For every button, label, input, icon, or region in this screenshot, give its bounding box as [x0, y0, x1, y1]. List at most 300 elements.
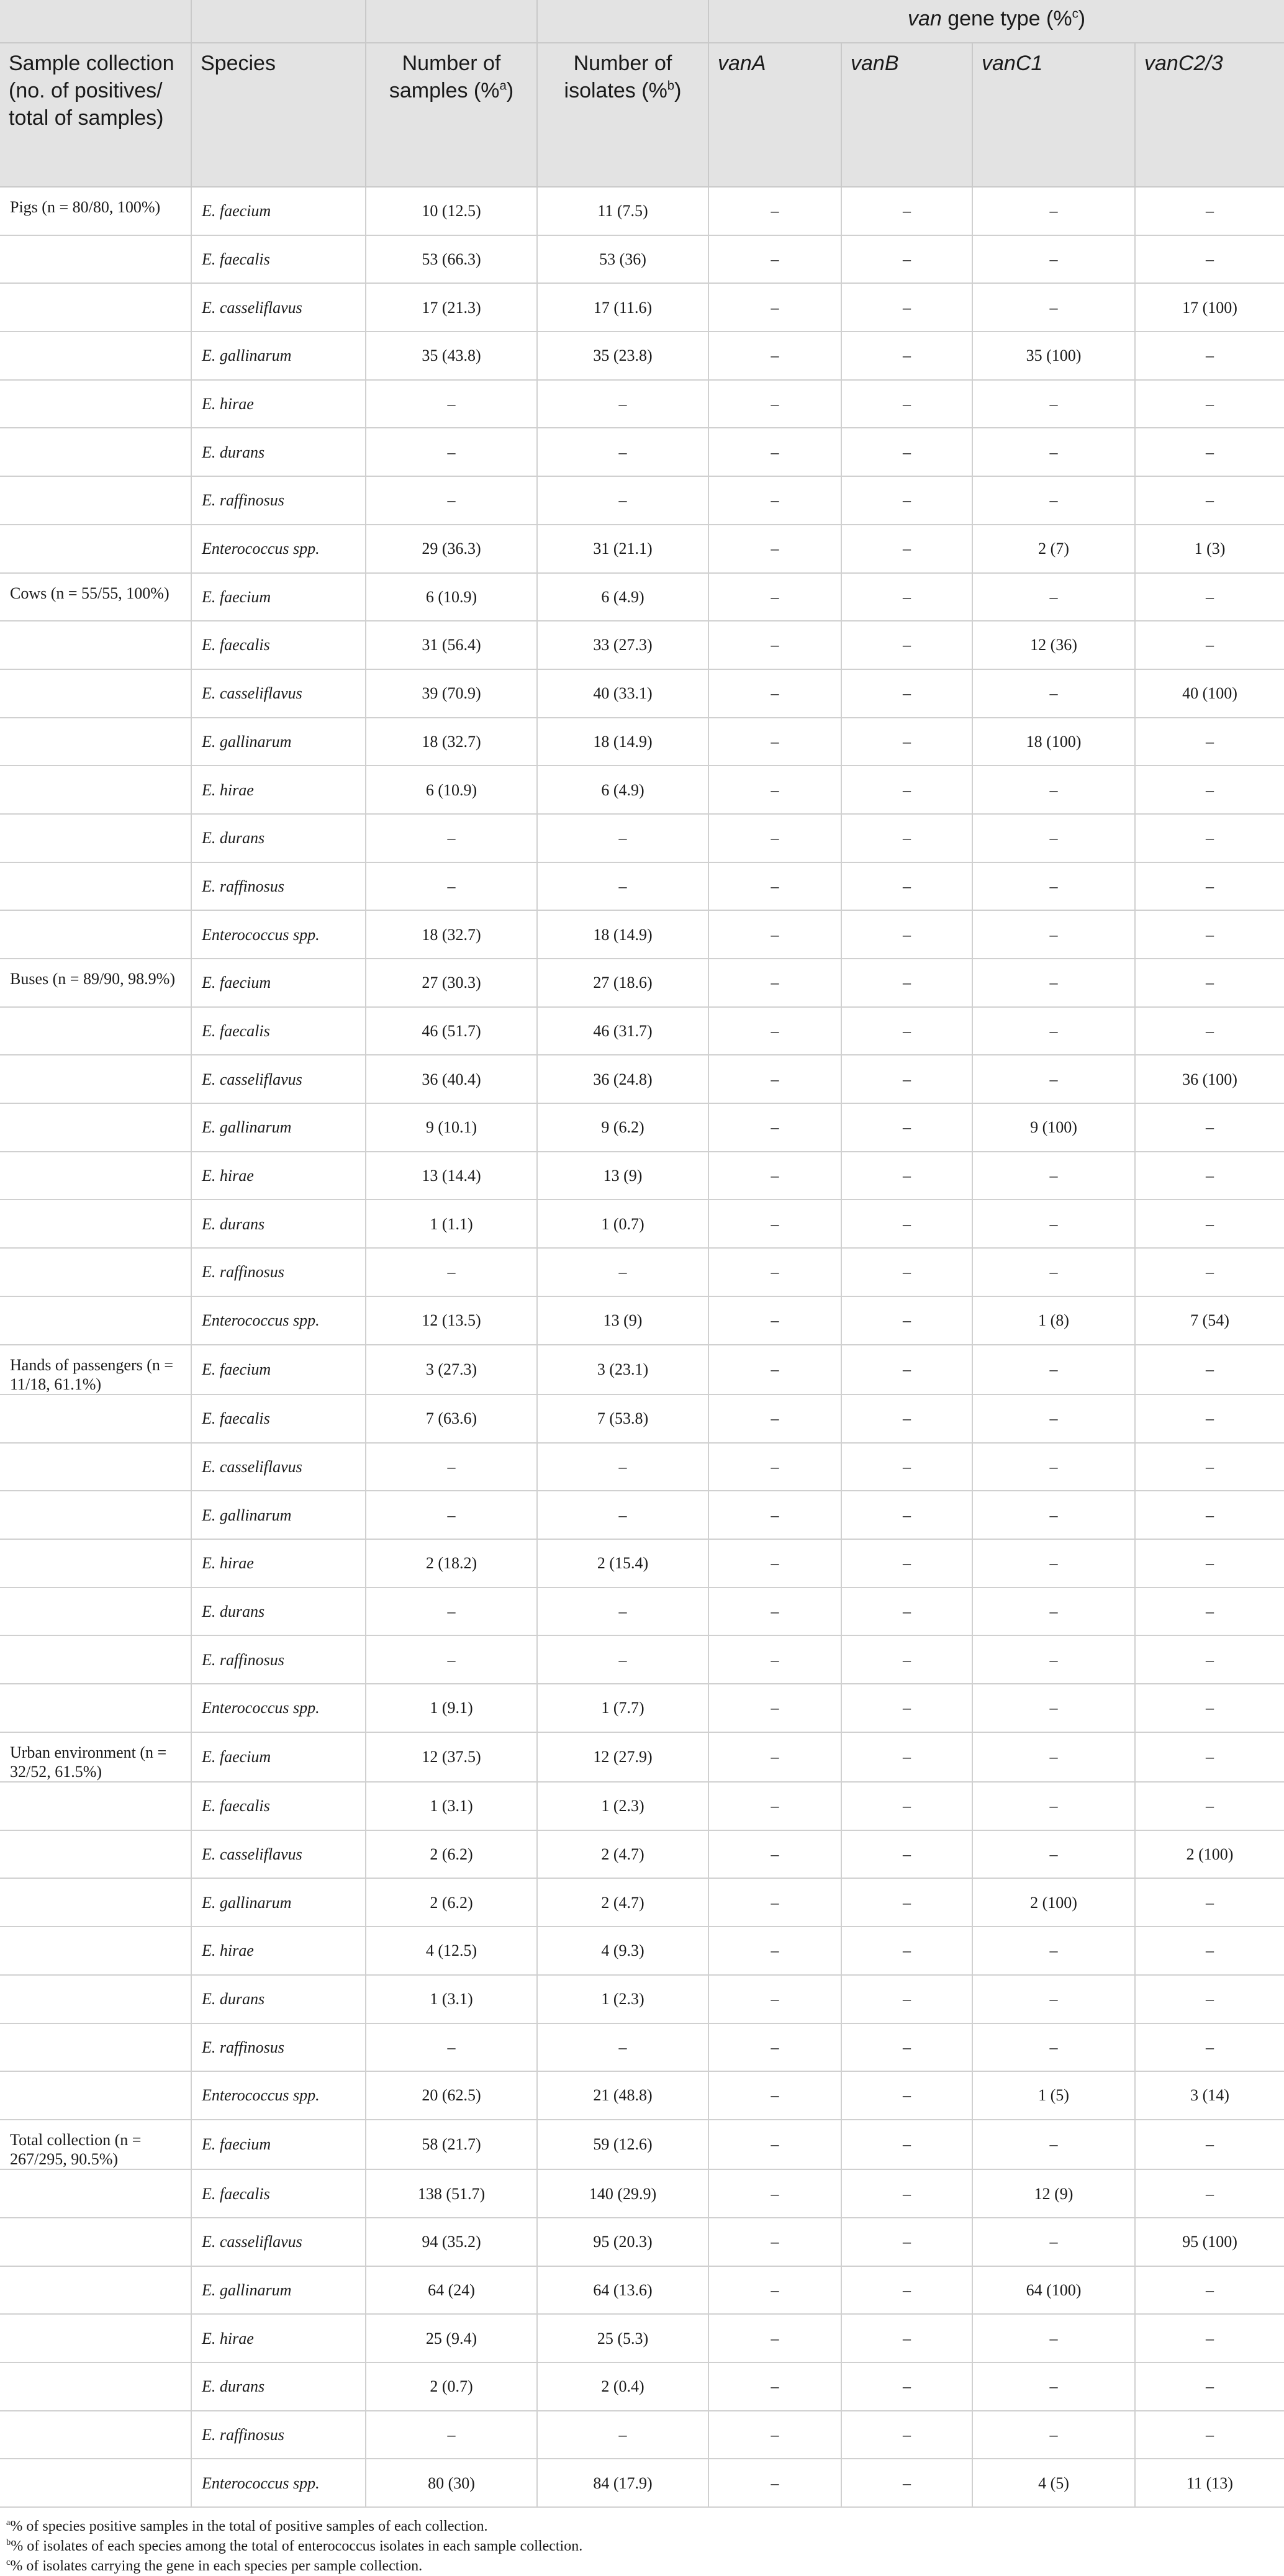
cell-vanC23: – — [1135, 621, 1284, 669]
cell-vanC1: – — [972, 862, 1135, 911]
cell-vanC1: – — [972, 1200, 1135, 1248]
cell-vanA: – — [708, 2218, 841, 2266]
cell-vanC1: 35 (100) — [972, 332, 1135, 380]
cell-vanB: – — [841, 2071, 972, 2120]
cell-vanA: – — [708, 525, 841, 573]
cell-isolates: – — [537, 862, 708, 911]
cell-isolates: – — [537, 1491, 708, 1539]
cell-vanC1: 1 (5) — [972, 2071, 1135, 2120]
cell-isolates: 17 (11.6) — [537, 283, 708, 332]
table-row — [0, 476, 1284, 525]
cell-vanB: – — [841, 187, 972, 235]
cell-species: E. raffinosus — [191, 476, 366, 525]
cell-isolates: 59 (12.6) — [537, 2120, 708, 2169]
cell-vanC1: 9 (100) — [972, 1103, 1135, 1152]
cell-samples: – — [366, 1588, 537, 1636]
cell-vanB: – — [841, 2362, 972, 2411]
cell-isolates: 6 (4.9) — [537, 766, 708, 814]
cell-empty — [0, 2266, 191, 2315]
cell-vanC23: – — [1135, 814, 1284, 862]
cell-vanA: – — [708, 814, 841, 862]
cell-vanB: – — [841, 1394, 972, 1443]
cell-species: E. gallinarum — [191, 1103, 366, 1152]
cell-vanC1: – — [972, 1248, 1135, 1296]
cell-vanC1: 2 (100) — [972, 1878, 1135, 1927]
table-row — [0, 235, 1284, 284]
cell-vanC1: – — [972, 1539, 1135, 1588]
cell-vanB: – — [841, 1878, 972, 1927]
cell-species: E. hirae — [191, 2314, 366, 2362]
cell-empty — [0, 1782, 191, 1830]
cell-vanA: – — [708, 1588, 841, 1636]
cell-vanB: – — [841, 2266, 972, 2315]
table-row — [0, 2218, 1284, 2266]
cell-vanC23: – — [1135, 2314, 1284, 2362]
cell-vanA: – — [708, 1878, 841, 1927]
cell-samples: 12 (37.5) — [366, 1732, 537, 1782]
table-row — [0, 1248, 1284, 1296]
cell-samples: 46 (51.7) — [366, 1007, 537, 1055]
cell-empty — [0, 428, 191, 476]
cell-vanA: – — [708, 283, 841, 332]
cell-empty — [0, 2071, 191, 2120]
cell-vanC23: – — [1135, 1152, 1284, 1200]
cell-vanB: – — [841, 2459, 972, 2507]
cell-empty — [0, 1103, 191, 1152]
van-gene-type-text: gene type (% — [941, 7, 1072, 30]
cell-empty — [0, 1007, 191, 1055]
cell-isolates: 13 (9) — [537, 1152, 708, 1200]
cell-samples: – — [366, 814, 537, 862]
cell-species: E. raffinosus — [191, 2023, 366, 2072]
cell-empty — [0, 1296, 191, 1345]
cell-species: E. raffinosus — [191, 1635, 366, 1684]
cell-isolates: 46 (31.7) — [537, 1007, 708, 1055]
cell-vanA: – — [708, 1200, 841, 1248]
cell-vanB: – — [841, 573, 972, 621]
cell-vanC23: – — [1135, 718, 1284, 766]
cell-vanC1: – — [972, 2218, 1135, 2266]
cell-species: E. casseliflavus — [191, 2218, 366, 2266]
cell-vanA: – — [708, 862, 841, 911]
cell-vanB: – — [841, 332, 972, 380]
cell-species: E. faecalis — [191, 2169, 366, 2218]
cell-samples: – — [366, 2023, 537, 2072]
cell-vanC1: – — [972, 814, 1135, 862]
cell-sample-collection: Buses (n = 89/90, 98.9%) — [0, 959, 191, 1007]
table-row — [0, 1200, 1284, 1248]
header-blank-2 — [191, 0, 366, 43]
cell-vanC23: – — [1135, 766, 1284, 814]
cell-vanA: – — [708, 187, 841, 235]
cell-vanC1: – — [972, 1007, 1135, 1055]
cell-isolates: – — [537, 428, 708, 476]
footnote-b — [6, 2536, 1278, 2556]
cell-vanC23: – — [1135, 1539, 1284, 1588]
cell-vanC23: – — [1135, 1684, 1284, 1732]
cell-vanB: – — [841, 1635, 972, 1684]
cell-species: E. faecalis — [191, 1394, 366, 1443]
cell-vanB: – — [841, 766, 972, 814]
cell-vanA: – — [708, 380, 841, 428]
cell-vanB: – — [841, 235, 972, 284]
cell-isolates: 33 (27.3) — [537, 621, 708, 669]
cell-vanC23: – — [1135, 2411, 1284, 2459]
cell-samples: 7 (63.6) — [366, 1394, 537, 1443]
cell-vanA: – — [708, 1782, 841, 1830]
cell-samples: – — [366, 1443, 537, 1491]
table-row — [0, 2362, 1284, 2411]
cell-samples: 53 (66.3) — [366, 235, 537, 284]
header-row-columns — [0, 43, 1284, 187]
cell-samples: 1 (3.1) — [366, 1782, 537, 1830]
cell-sample-collection: Cows (n = 55/55, 100%) — [0, 573, 191, 621]
cell-empty — [0, 1684, 191, 1732]
cell-vanC23: – — [1135, 2362, 1284, 2411]
cell-vanB: – — [841, 862, 972, 911]
cell-samples: 35 (43.8) — [366, 332, 537, 380]
cell-empty — [0, 283, 191, 332]
cell-isolates: – — [537, 814, 708, 862]
cell-vanA: – — [708, 2023, 841, 2072]
vanA-label: vanA — [718, 52, 766, 75]
cell-isolates: 84 (17.9) — [537, 2459, 708, 2507]
cell-empty — [0, 1200, 191, 1248]
cell-isolates: 25 (5.3) — [537, 2314, 708, 2362]
cell-vanC1: – — [972, 1782, 1135, 1830]
cell-empty — [0, 1830, 191, 1879]
cell-vanC23: – — [1135, 2120, 1284, 2169]
cell-vanC1: 12 (36) — [972, 621, 1135, 669]
cell-species: E. hirae — [191, 766, 366, 814]
cell-vanC23: – — [1135, 1103, 1284, 1152]
cell-vanB: – — [841, 2218, 972, 2266]
cell-vanC23: – — [1135, 1200, 1284, 1248]
cell-species: Enterococcus spp. — [191, 1684, 366, 1732]
cell-vanC23: – — [1135, 1394, 1284, 1443]
cell-vanA: – — [708, 1103, 841, 1152]
cell-vanB: – — [841, 2169, 972, 2218]
cell-species: E. casseliflavus — [191, 283, 366, 332]
cell-vanA: – — [708, 766, 841, 814]
cell-vanB: – — [841, 1975, 972, 2023]
cell-vanA: – — [708, 428, 841, 476]
cell-empty — [0, 476, 191, 525]
cell-isolates: 4 (9.3) — [537, 1927, 708, 1975]
cell-vanC23: – — [1135, 428, 1284, 476]
cell-empty — [0, 621, 191, 669]
cell-isolates: 1 (2.3) — [537, 1782, 708, 1830]
cell-vanC1: – — [972, 2023, 1135, 2072]
cell-vanB: – — [841, 959, 972, 1007]
cell-empty — [0, 814, 191, 862]
cell-vanA: – — [708, 476, 841, 525]
van-label: van — [907, 7, 942, 30]
cell-species: E. durans — [191, 2362, 366, 2411]
cell-empty — [0, 1878, 191, 1927]
cell-vanC1: – — [972, 766, 1135, 814]
cell-vanA: – — [708, 910, 841, 959]
cell-vanB: – — [841, 621, 972, 669]
cell-species: Enterococcus spp. — [191, 525, 366, 573]
cell-vanC23: – — [1135, 1491, 1284, 1539]
table-row — [0, 718, 1284, 766]
cell-vanC23: 36 (100) — [1135, 1055, 1284, 1103]
cell-vanA: – — [708, 1345, 841, 1394]
cell-vanA: – — [708, 2314, 841, 2362]
table-row — [0, 910, 1284, 959]
cell-vanC23: – — [1135, 235, 1284, 284]
cell-vanC23: – — [1135, 1635, 1284, 1684]
cell-vanA: – — [708, 1394, 841, 1443]
cell-vanA: – — [708, 332, 841, 380]
cell-species: E. casseliflavus — [191, 1055, 366, 1103]
cell-vanB: – — [841, 2023, 972, 2072]
cell-isolates: – — [537, 476, 708, 525]
header-number-of-isolates: Number of isolates (%$^b$) — [537, 43, 708, 187]
cell-vanC1: – — [972, 1491, 1135, 1539]
cell-vanC1: – — [972, 1635, 1135, 1684]
cell-empty — [0, 1491, 191, 1539]
cell-isolates: 35 (23.8) — [537, 332, 708, 380]
cell-samples: – — [366, 2411, 537, 2459]
cell-species: E. durans — [191, 1975, 366, 2023]
cell-samples: – — [366, 1491, 537, 1539]
cell-isolates: 7 (53.8) — [537, 1394, 708, 1443]
cell-vanA: – — [708, 1927, 841, 1975]
cell-isolates: 9 (6.2) — [537, 1103, 708, 1152]
cell-vanA: – — [708, 1296, 841, 1345]
table-row — [0, 1394, 1284, 1443]
cell-isolates: 2 (0.4) — [537, 2362, 708, 2411]
cell-empty — [0, 2169, 191, 2218]
cell-samples: 20 (62.5) — [366, 2071, 537, 2120]
table-row — [0, 2023, 1284, 2072]
cell-isolates: 1 (0.7) — [537, 1200, 708, 1248]
header-sample-collection: Sample collection (no. of positives/ total of samples) — [0, 43, 191, 187]
cell-empty — [0, 1635, 191, 1684]
cell-samples: 2 (6.2) — [366, 1878, 537, 1927]
cell-samples: – — [366, 380, 537, 428]
cell-species: E. gallinarum — [191, 332, 366, 380]
table-row — [0, 959, 1284, 1007]
cell-species: E. gallinarum — [191, 1491, 366, 1539]
cell-vanC1: 1 (8) — [972, 1296, 1135, 1345]
table-row — [0, 1345, 1284, 1394]
cell-empty — [0, 718, 191, 766]
cell-vanC1: – — [972, 1830, 1135, 1879]
footnote-b-text: % of isolates of each species among the total of enterococcus isolates in each sample collection. — [11, 2538, 583, 2555]
footnote-c-text: % of isolates carrying the gene in each species per sample collection. — [10, 2558, 423, 2575]
cell-isolates: – — [537, 1443, 708, 1491]
cell-empty — [0, 1248, 191, 1296]
cell-species: E. faecium — [191, 1345, 366, 1394]
table-row — [0, 2169, 1284, 2218]
table-row — [0, 2459, 1284, 2507]
footnote-a — [6, 2516, 1278, 2536]
cell-empty — [0, 1152, 191, 1200]
cell-isolates: – — [537, 380, 708, 428]
footnote-c — [6, 2556, 1278, 2576]
cell-samples: 80 (30) — [366, 2459, 537, 2507]
table-row — [0, 669, 1284, 718]
cell-vanC23: 1 (3) — [1135, 525, 1284, 573]
cell-vanC1: – — [972, 1152, 1135, 1200]
cell-isolates: 53 (36) — [537, 235, 708, 284]
cell-empty — [0, 2314, 191, 2362]
cell-vanB: – — [841, 669, 972, 718]
header-blank-4 — [537, 0, 708, 43]
cell-species: E. hirae — [191, 1152, 366, 1200]
number-of-samples-text: Number of samples (% — [389, 52, 501, 103]
cell-empty — [0, 380, 191, 428]
table-row — [0, 1491, 1284, 1539]
cell-empty — [0, 2459, 191, 2507]
table-row — [0, 1684, 1284, 1732]
cell-vanC23: – — [1135, 1443, 1284, 1491]
van-gene-type-sup: c — [1072, 7, 1078, 21]
cell-vanB: – — [841, 1782, 972, 1830]
number-of-isolates-sup: b — [667, 79, 675, 93]
cell-samples: 1 (1.1) — [366, 1200, 537, 1248]
cell-species: E. faecium — [191, 187, 366, 235]
cell-vanC1: – — [972, 1394, 1135, 1443]
cell-vanA: – — [708, 235, 841, 284]
table-row — [0, 1296, 1284, 1345]
cell-vanC23: – — [1135, 1732, 1284, 1782]
cell-samples: 18 (32.7) — [366, 718, 537, 766]
cell-samples: 39 (70.9) — [366, 669, 537, 718]
cell-vanC23: – — [1135, 1782, 1284, 1830]
cell-vanC23: – — [1135, 332, 1284, 380]
table-row — [0, 2411, 1284, 2459]
cell-vanA: – — [708, 1443, 841, 1491]
cell-vanB: – — [841, 428, 972, 476]
cell-empty — [0, 1055, 191, 1103]
cell-vanB: – — [841, 1927, 972, 1975]
footnote-a-text: % of species positive samples in the total of positive samples of each collection. — [10, 2518, 488, 2535]
cell-samples: 25 (9.4) — [366, 2314, 537, 2362]
table-row — [0, 1103, 1284, 1152]
cell-vanC1: – — [972, 428, 1135, 476]
cell-vanA: – — [708, 573, 841, 621]
cell-vanC23: – — [1135, 380, 1284, 428]
number-of-samples-sup: a — [499, 79, 507, 93]
cell-vanA: – — [708, 1830, 841, 1879]
cell-species: E. raffinosus — [191, 2411, 366, 2459]
cell-isolates: 2 (4.7) — [537, 1830, 708, 1879]
cell-vanB: – — [841, 718, 972, 766]
cell-vanA: – — [708, 1055, 841, 1103]
cell-vanC23: 17 (100) — [1135, 283, 1284, 332]
cell-vanC1: – — [972, 1055, 1135, 1103]
cell-vanA: – — [708, 1732, 841, 1782]
cell-vanB: – — [841, 814, 972, 862]
cell-species: E. faecalis — [191, 1782, 366, 1830]
cell-vanC23: – — [1135, 1878, 1284, 1927]
cell-vanC1: 18 (100) — [972, 718, 1135, 766]
cell-isolates: 13 (9) — [537, 1296, 708, 1345]
cell-vanC23: – — [1135, 1588, 1284, 1636]
cell-vanC1: – — [972, 2411, 1135, 2459]
cell-vanC23: – — [1135, 2266, 1284, 2315]
cell-sample-collection: Total collection (n = 267/295, 90.5%) — [0, 2120, 191, 2169]
table-row — [0, 1055, 1284, 1103]
cell-empty — [0, 1394, 191, 1443]
table-body — [0, 187, 1284, 2507]
cell-vanC1: – — [972, 1443, 1135, 1491]
cell-vanC1: – — [972, 476, 1135, 525]
header-blank-3 — [366, 0, 537, 43]
cell-species: E. raffinosus — [191, 1248, 366, 1296]
cell-vanC23: – — [1135, 476, 1284, 525]
cell-vanB: – — [841, 1007, 972, 1055]
cell-species: E. gallinarum — [191, 2266, 366, 2315]
cell-species: E. hirae — [191, 1927, 366, 1975]
cell-vanA: – — [708, 1684, 841, 1732]
cell-vanC1: 64 (100) — [972, 2266, 1135, 2315]
cell-species: E. durans — [191, 1200, 366, 1248]
cell-samples: 4 (12.5) — [366, 1927, 537, 1975]
cell-samples: 64 (24) — [366, 2266, 537, 2315]
cell-sample-collection: Pigs (n = 80/80, 100%) — [0, 187, 191, 235]
cell-vanA: – — [708, 2266, 841, 2315]
cell-samples: 138 (51.7) — [366, 2169, 537, 2218]
header-vanC1 — [972, 43, 1135, 187]
table-row — [0, 380, 1284, 428]
table-row — [0, 2071, 1284, 2120]
cell-vanC1: – — [972, 1684, 1135, 1732]
cell-vanC1: – — [972, 2314, 1135, 2362]
cell-vanC1: 4 (5) — [972, 2459, 1135, 2507]
cell-vanC23: – — [1135, 862, 1284, 911]
table-row — [0, 2120, 1284, 2169]
cell-species: E. casseliflavus — [191, 1443, 366, 1491]
cell-samples: 58 (21.7) — [366, 2120, 537, 2169]
cell-vanB: – — [841, 1345, 972, 1394]
cell-vanC23: 11 (13) — [1135, 2459, 1284, 2507]
cell-vanA: – — [708, 2120, 841, 2169]
cell-vanC23: 95 (100) — [1135, 2218, 1284, 2266]
table-row — [0, 2266, 1284, 2315]
cell-isolates: 3 (23.1) — [537, 1345, 708, 1394]
cell-samples: 10 (12.5) — [366, 187, 537, 235]
cell-species: E. durans — [191, 814, 366, 862]
table-row — [0, 814, 1284, 862]
cell-isolates: 64 (13.6) — [537, 2266, 708, 2315]
cell-vanC23: – — [1135, 1975, 1284, 2023]
cell-vanC23: – — [1135, 1345, 1284, 1394]
cell-samples: 12 (13.5) — [366, 1296, 537, 1345]
cell-samples: 3 (27.3) — [366, 1345, 537, 1394]
table-row — [0, 1635, 1284, 1684]
cell-vanA: – — [708, 2411, 841, 2459]
vanB-label: vanB — [851, 52, 899, 75]
cell-vanC23: – — [1135, 959, 1284, 1007]
cell-vanC1: – — [972, 1927, 1135, 1975]
cell-species: E. durans — [191, 1588, 366, 1636]
cell-species: Enterococcus spp. — [191, 910, 366, 959]
table-row — [0, 1782, 1284, 1830]
cell-vanB: – — [841, 476, 972, 525]
header-number-of-samples: Number of samples (%$^a$) — [366, 43, 537, 187]
cell-species: E. faecalis — [191, 1007, 366, 1055]
cell-vanC1: – — [972, 573, 1135, 621]
cell-vanC1: – — [972, 1345, 1135, 1394]
cell-vanC23: 3 (14) — [1135, 2071, 1284, 2120]
cell-isolates: 12 (27.9) — [537, 1732, 708, 1782]
cell-vanA: – — [708, 718, 841, 766]
